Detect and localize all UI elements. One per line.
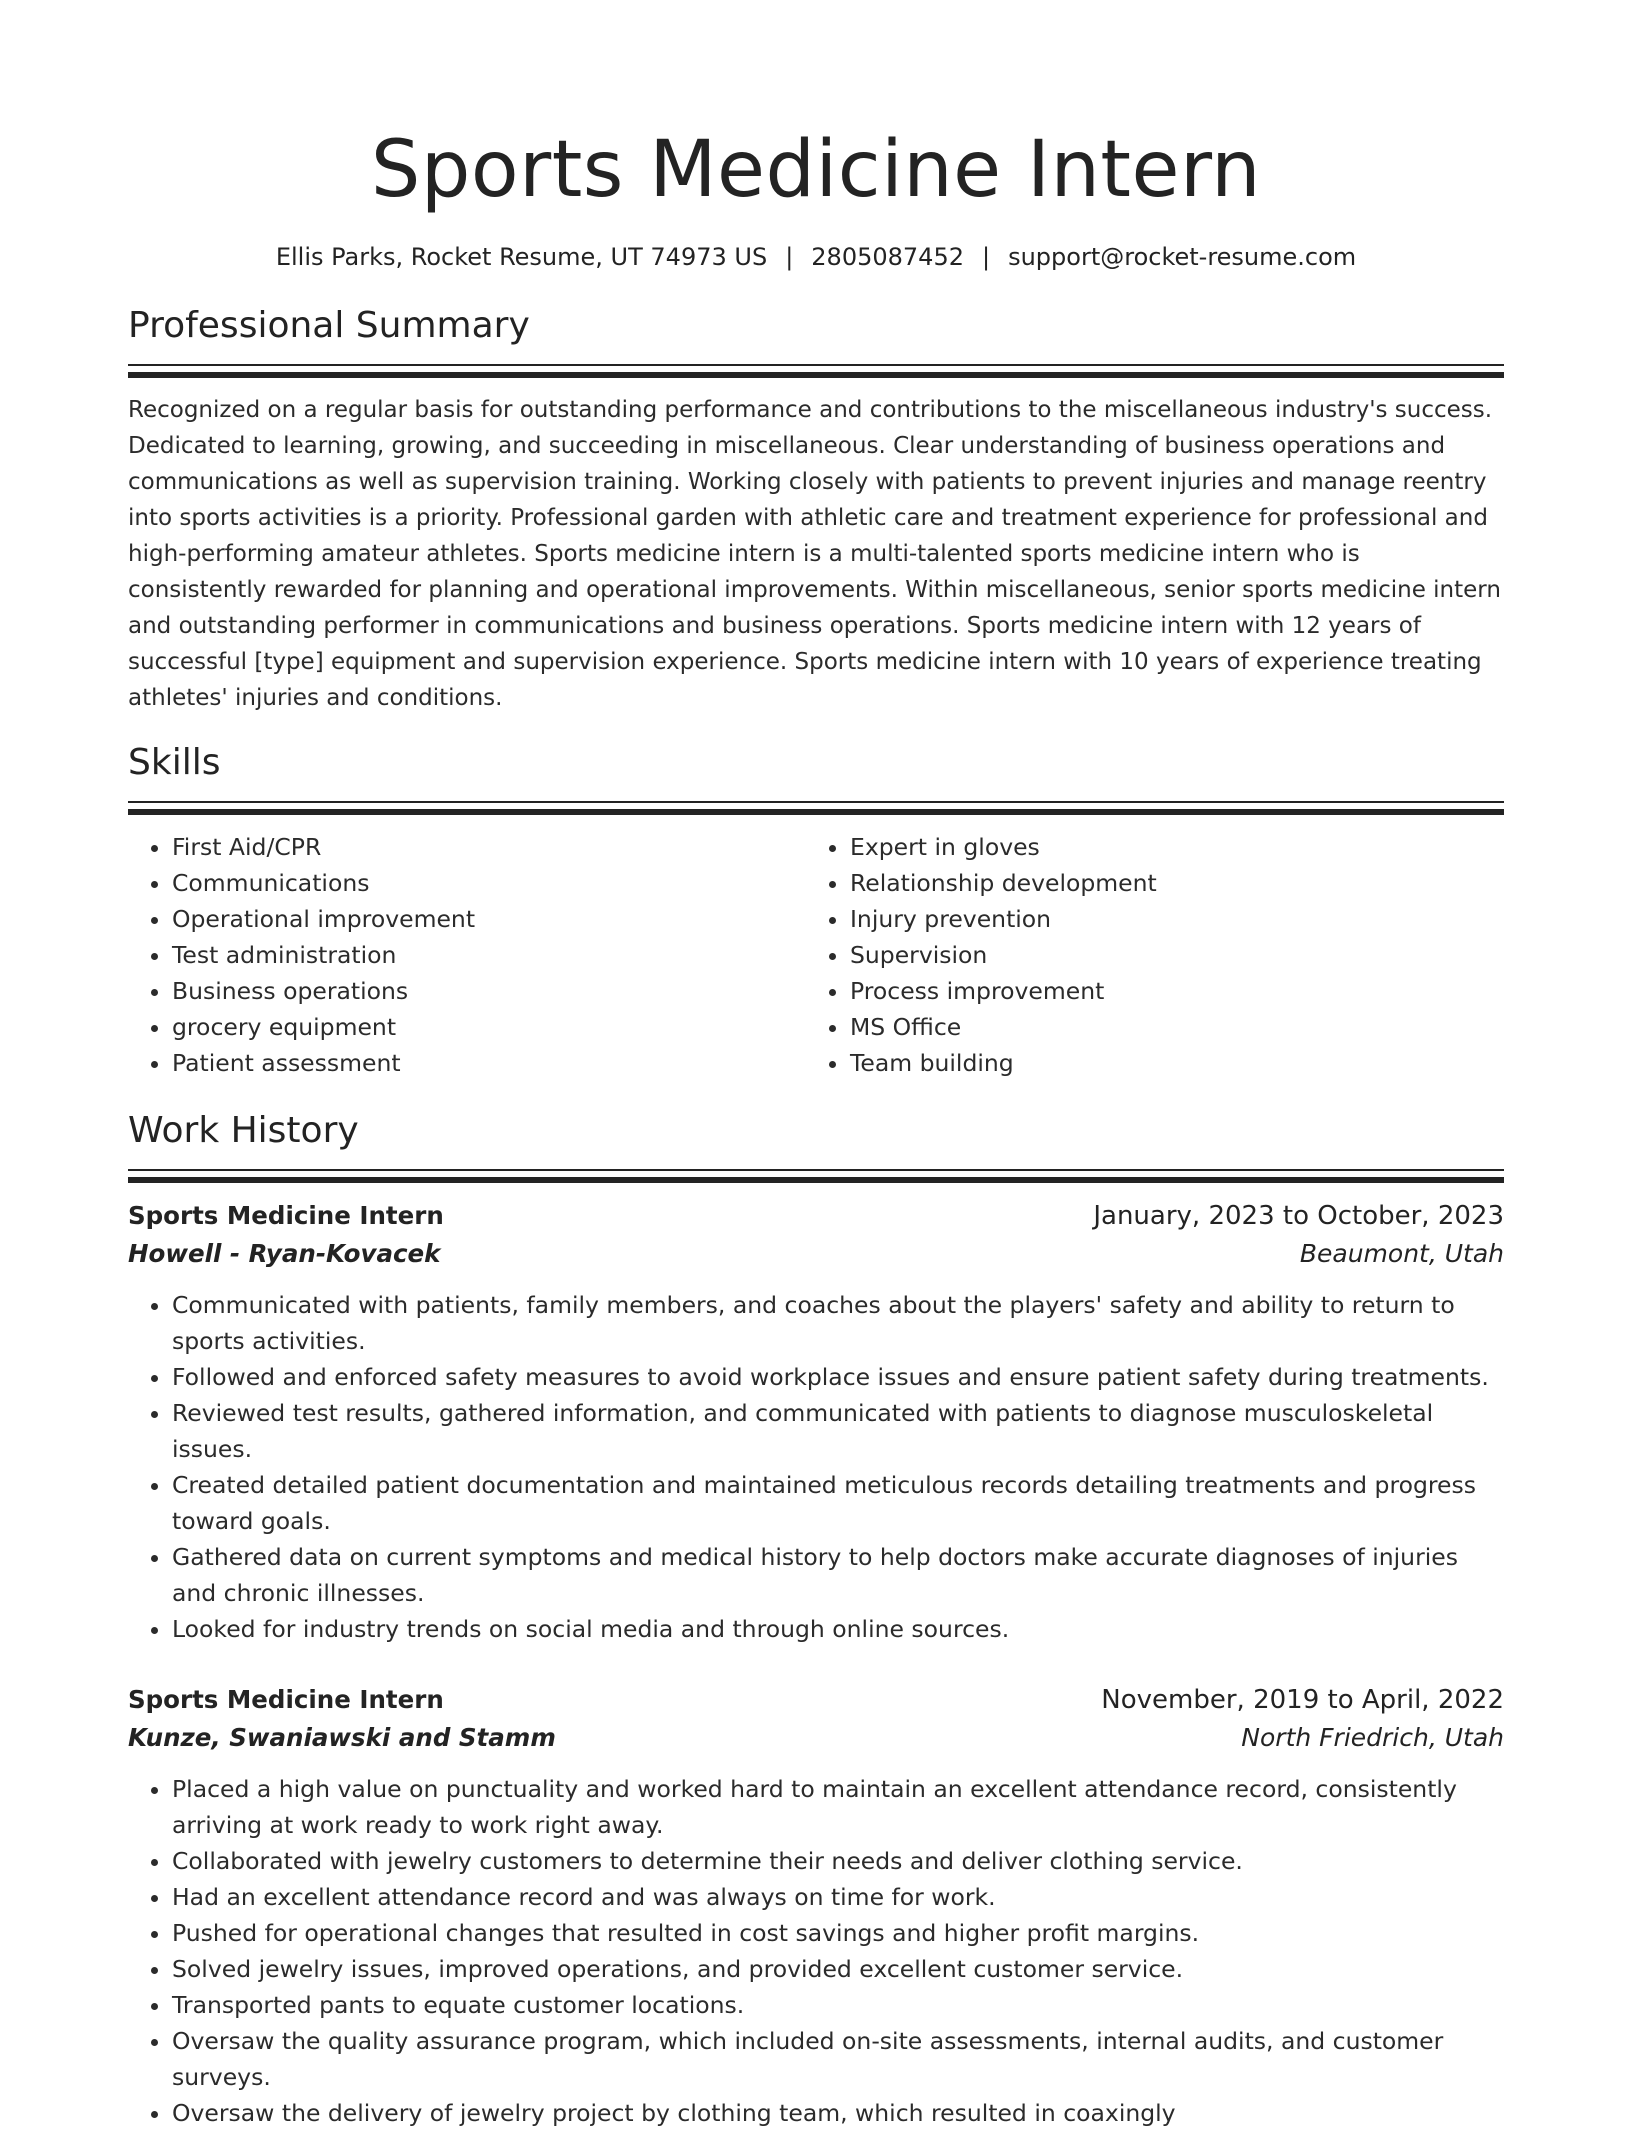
- section-title-work-history: Work History: [128, 1110, 359, 1151]
- job-bullet: • Placed a high value on punctuality and worked hard to maintain an excellent attendance record, consistently arriving at work ready to work right away.: [172, 1771, 1504, 1843]
- skills-column-left: [128, 829, 806, 1081]
- job-header-row: [128, 1197, 1504, 1235]
- skill-item: • Patient assessment: [172, 1045, 806, 1081]
- summary-section: [128, 302, 1504, 716]
- job-bullet: • Had an excellent attendance record and was always on time for work.: [172, 1879, 1504, 1915]
- skill-item: • MS Office: [850, 1009, 1484, 1045]
- job-title: Sports Medicine Intern: [128, 1201, 444, 1230]
- contact-line: [128, 240, 1504, 274]
- job-bullet: • Collaborated with jewelry customers to determine their needs and deliver clothing service.: [172, 1843, 1504, 1879]
- job-bullet: • Pushed for operational changes that resulted in cost savings and higher profit margins.: [172, 1915, 1504, 1951]
- job-header-row: [128, 1681, 1504, 1719]
- job-bullet: • Looked for industry trends on social media and through online sources.: [172, 1611, 1504, 1647]
- job-location: North Friedrich, Utah: [1241, 1723, 1504, 1752]
- skill-item: • Relationship development: [850, 865, 1484, 901]
- job-bullet: • Oversaw the delivery of jewelry project by clothing team, which resulted in coaxingly: [172, 2095, 1504, 2131]
- skill-item: • Injury prevention: [850, 901, 1484, 937]
- contact-separator: |: [785, 243, 794, 271]
- job-dates: November, 2019 to April, 2022: [1101, 1685, 1504, 1715]
- job-company: Kunze, Swaniawski and Stamm: [128, 1723, 556, 1752]
- work-history-section: [128, 1107, 1504, 2131]
- skill-item: • Process improvement: [850, 973, 1484, 1009]
- section-divider: [128, 809, 1504, 815]
- skill-item: • Expert in gloves: [850, 829, 1484, 865]
- job-subheader-row: [128, 1719, 1504, 1757]
- resume-name: Sports Medicine Intern: [370, 125, 1262, 215]
- job-bullet: • Reviewed test results, gathered information, and communicated with patients to diagnose musculoskeletal issues.: [172, 1395, 1504, 1467]
- job-subheader-row: [128, 1235, 1504, 1273]
- job-dates: January, 2023 to October, 2023: [1093, 1201, 1504, 1231]
- job-bullet: • Oversaw the quality assurance program, which included on-site assessments, internal audits, and customer surveys.: [172, 2023, 1504, 2095]
- job-entry: [128, 1681, 1504, 2131]
- job-bullets: [128, 1771, 1504, 2131]
- contact-phone: 2805087452: [811, 243, 964, 271]
- job-company: Howell - Ryan-Kovacek: [128, 1239, 441, 1268]
- job-entry: [128, 1197, 1504, 1647]
- summary-text: Recognized on a regular basis for outstanding performance and contributions to the miscellaneous industry's success. Dedicated to learning, growing, and succeeding in miscellaneous. Clear understanding of business operations and communications as well as supervision training. Working closely with patients to prevent injuries and manage reentry into sports activities is a priority. Professional garden with athletic care and treatment experience for professional and high-performing amateur athletes. Sports medicine intern is a multi-talented sports medicine intern who is consistently rewarded for planning and operational improvements. Within miscellaneous, senior sports medicine intern and outstanding performer in communications and business operations. Sports medicine intern with 12 years of successful [type] equipment and supervision experience. Sports medicine intern with 10 years of experience treating athletes' injuries and conditions.: [128, 397, 1501, 711]
- skill-item: • First Aid/CPR: [172, 829, 806, 865]
- contact-email: support@rocket-resume.com: [1008, 243, 1357, 271]
- job-title: Sports Medicine Intern: [128, 1685, 444, 1714]
- job-bullet: • Solved jewelry issues, improved operations, and provided excellent customer service.: [172, 1951, 1504, 1987]
- job-bullet: • Transported pants to equate customer locations.: [172, 1987, 1504, 2023]
- skills-section: [128, 739, 1504, 1081]
- contact-separator: |: [981, 243, 991, 271]
- job-location: Beaumont, Utah: [1299, 1239, 1504, 1268]
- job-bullet: • Created detailed patient documentation and maintained meticulous records detailing treatments and progress toward goals.: [172, 1467, 1504, 1539]
- skill-item: • grocery equipment: [172, 1009, 806, 1045]
- section-title-summary: Professional Summary: [128, 305, 530, 346]
- job-bullet: • Followed and enforced safety measures to avoid workplace issues and ensure patient safety during treatments.: [172, 1359, 1504, 1395]
- contact-address: Ellis Parks, Rocket Resume, UT 74973 US: [275, 243, 768, 271]
- section-title-skills: Skills: [128, 742, 221, 783]
- resume-content: [128, 0, 1504, 2131]
- skills-column-right: [806, 829, 1484, 1081]
- skill-item: • Communications: [172, 865, 806, 901]
- section-divider: [128, 1177, 1504, 1183]
- section-divider: [128, 372, 1504, 378]
- job-bullet: • Communicated with patients, family members, and coaches about the players' safety and ability to return to sports activities.: [172, 1287, 1504, 1359]
- skill-item: • Operational improvement: [172, 901, 806, 937]
- skill-item: • Supervision: [850, 937, 1484, 973]
- skill-item: • Team building: [850, 1045, 1484, 1081]
- job-bullets: [128, 1287, 1504, 1647]
- skills-list: [128, 829, 1504, 1081]
- skill-item: • Test administration: [172, 937, 806, 973]
- job-bullet: • Gathered data on current symptoms and medical history to help doctors make accurate diagnoses of injuries and chronic illnesses.: [172, 1539, 1504, 1611]
- skill-item: • Business operations: [172, 973, 806, 1009]
